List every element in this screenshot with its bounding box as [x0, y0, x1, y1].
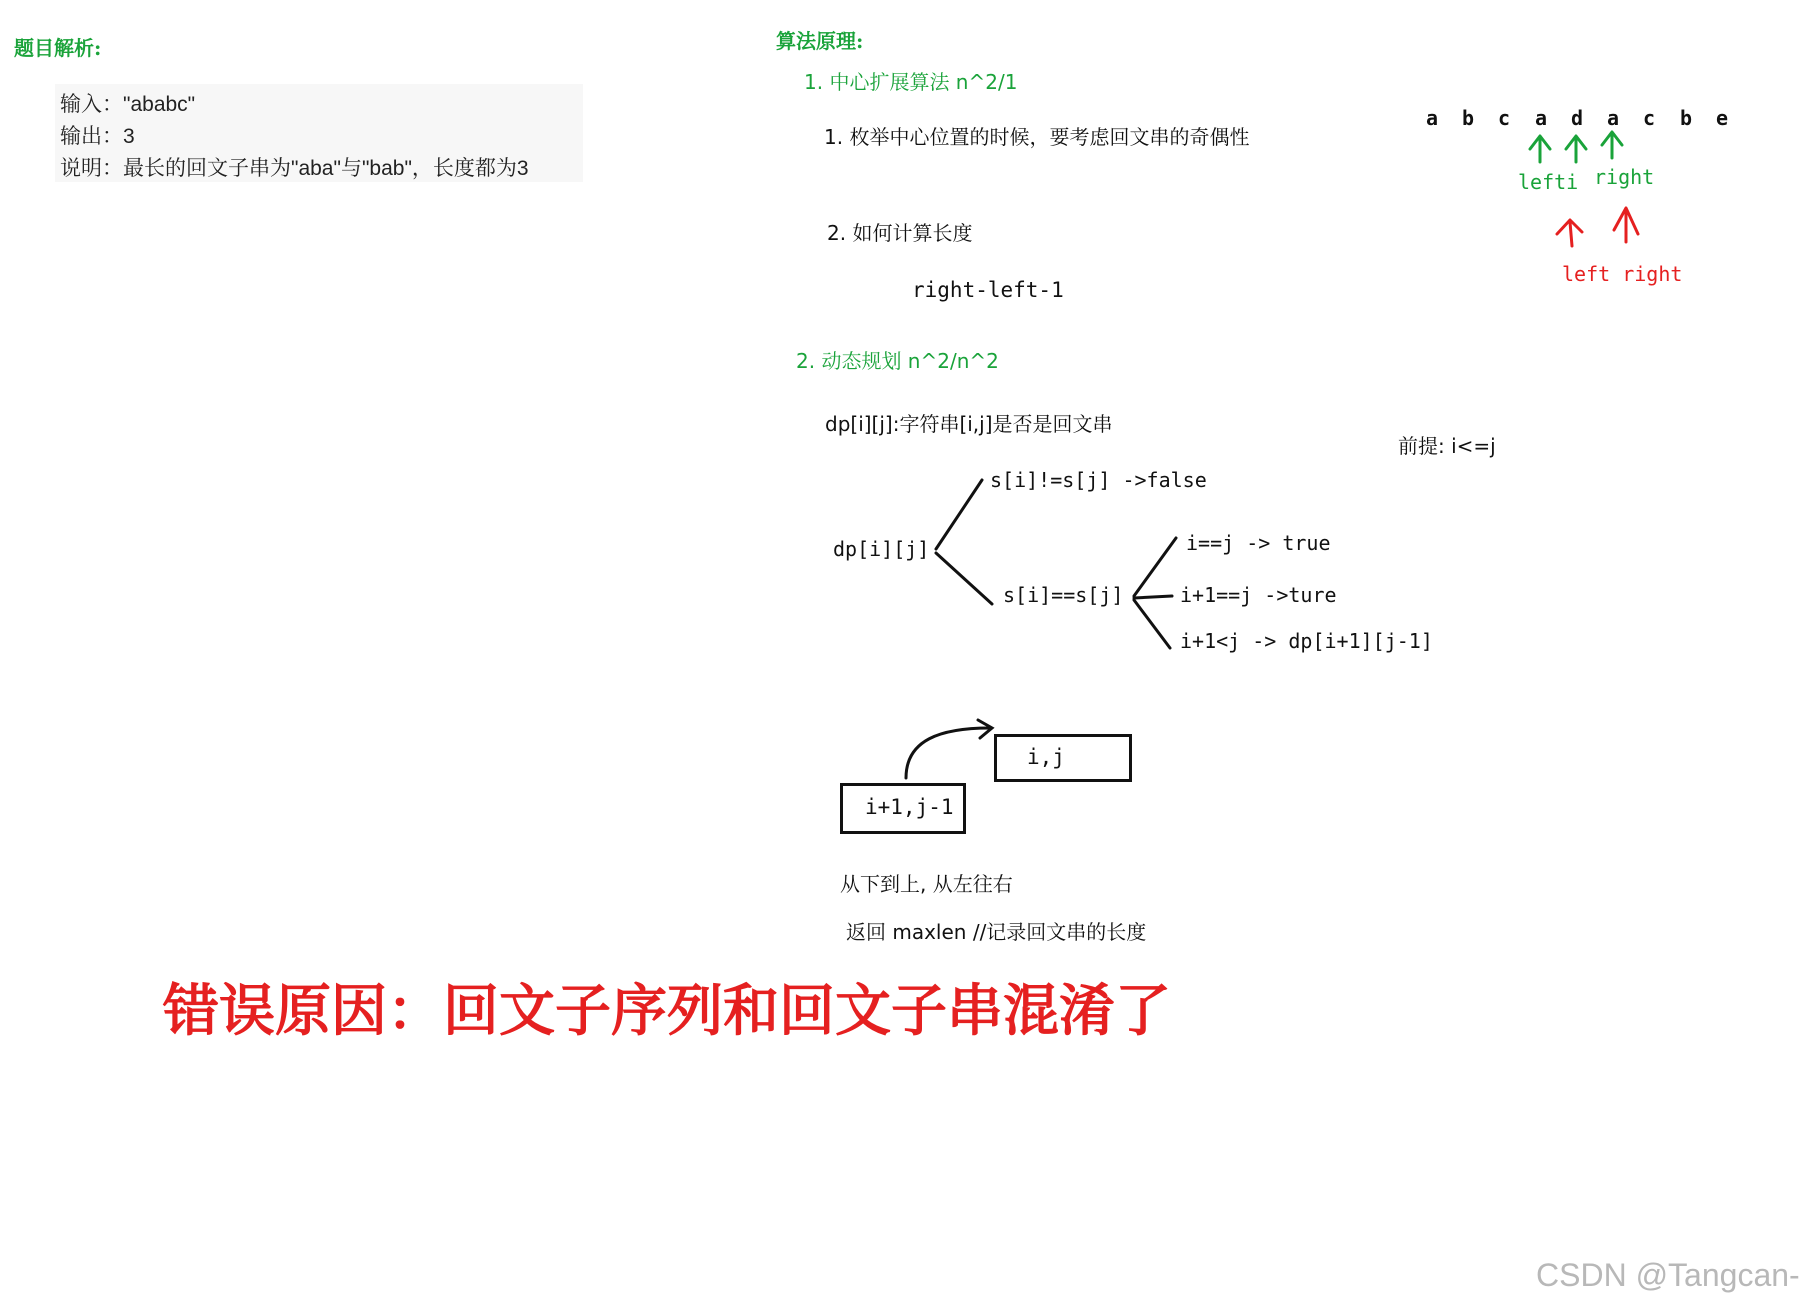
method1-point2: 2. 如何计算长度 [827, 221, 973, 245]
even-pointer-label: left right [1562, 262, 1683, 286]
method2-heading: 2. 动态规划 n^2/n^2 [796, 349, 999, 373]
branch-equal: s[i]==s[j] [1003, 583, 1124, 607]
letter-9: e [1716, 106, 1729, 130]
letter-3: c [1498, 106, 1511, 130]
letter-8: b [1680, 106, 1693, 130]
sample-explanation: 说明：最长的回文子串为"aba"与"bab"，长度都为3 [60, 157, 529, 180]
subtree-branch-upper [1134, 538, 1176, 596]
dp-premise: 前提: i<=j [1398, 434, 1496, 458]
green-arrow-right-icon [1602, 132, 1622, 158]
method1-heading: 1. 中心扩展算法 n^2/1 [804, 70, 1018, 94]
odd-pointer-right-label: right [1594, 165, 1655, 189]
letter-1: a [1426, 106, 1439, 130]
length-formula: right-left-1 [912, 278, 1064, 302]
letter-4: a [1535, 106, 1548, 130]
red-arrow-right-icon [1614, 208, 1638, 242]
cell-i1-j1-box [840, 783, 966, 834]
error-reason: 错误原因：回文子序列和回文子串混淆了 [163, 978, 1171, 1044]
letter-7: c [1643, 106, 1656, 130]
transition-arrowhead-icon [978, 720, 992, 738]
method1-point1: 1. 枚举中心位置的时候，要考虑回文串的奇偶性 [824, 125, 1250, 149]
problem-analysis-title: 题目解析: [14, 36, 102, 60]
fill-order-note: 从下到上, 从左往右 [840, 872, 1013, 896]
subtree-branch-lower [1134, 600, 1170, 648]
cell-i1-j1-label: i+1,j-1 [865, 795, 954, 819]
branch-not-equal: s[i]!=s[j] ->false [990, 468, 1207, 492]
algorithm-principle-title: 算法原理: [776, 29, 864, 53]
case-general: i+1<j -> dp[i+1][j-1] [1180, 629, 1433, 653]
return-note: 返回 maxlen //记录回文串的长度 [846, 920, 1147, 944]
dp-root: dp[i][j] [833, 537, 930, 561]
case-adjacent: i+1==j ->ture [1180, 583, 1337, 607]
odd-pointer-left-label: lefti [1518, 170, 1579, 194]
letter-5: d [1571, 106, 1584, 130]
tree-branch-upper [936, 480, 982, 549]
transition-arrow [906, 728, 990, 778]
letter-6: a [1607, 106, 1620, 130]
letter-2: b [1462, 106, 1475, 130]
sample-output: 输出：3 [60, 125, 135, 148]
watermark: CSDN @Tangcan- [1536, 1257, 1800, 1293]
red-arrow-left-icon [1557, 220, 1582, 246]
cell-i-j-box [994, 734, 1132, 782]
sample-io-box [55, 84, 583, 182]
green-arrow-left-icon [1530, 136, 1550, 162]
subtree-branch-middle [1134, 596, 1172, 598]
cell-i-j-label: i,j [1027, 745, 1065, 769]
case-single: i==j -> true [1186, 531, 1331, 555]
tree-branch-lower [936, 553, 992, 604]
dp-definition: dp[i][j]:字符串[i,j]是否是回文串 [825, 412, 1113, 436]
green-arrow-center-icon [1566, 136, 1586, 162]
sample-input: 输入："ababc" [60, 93, 196, 116]
